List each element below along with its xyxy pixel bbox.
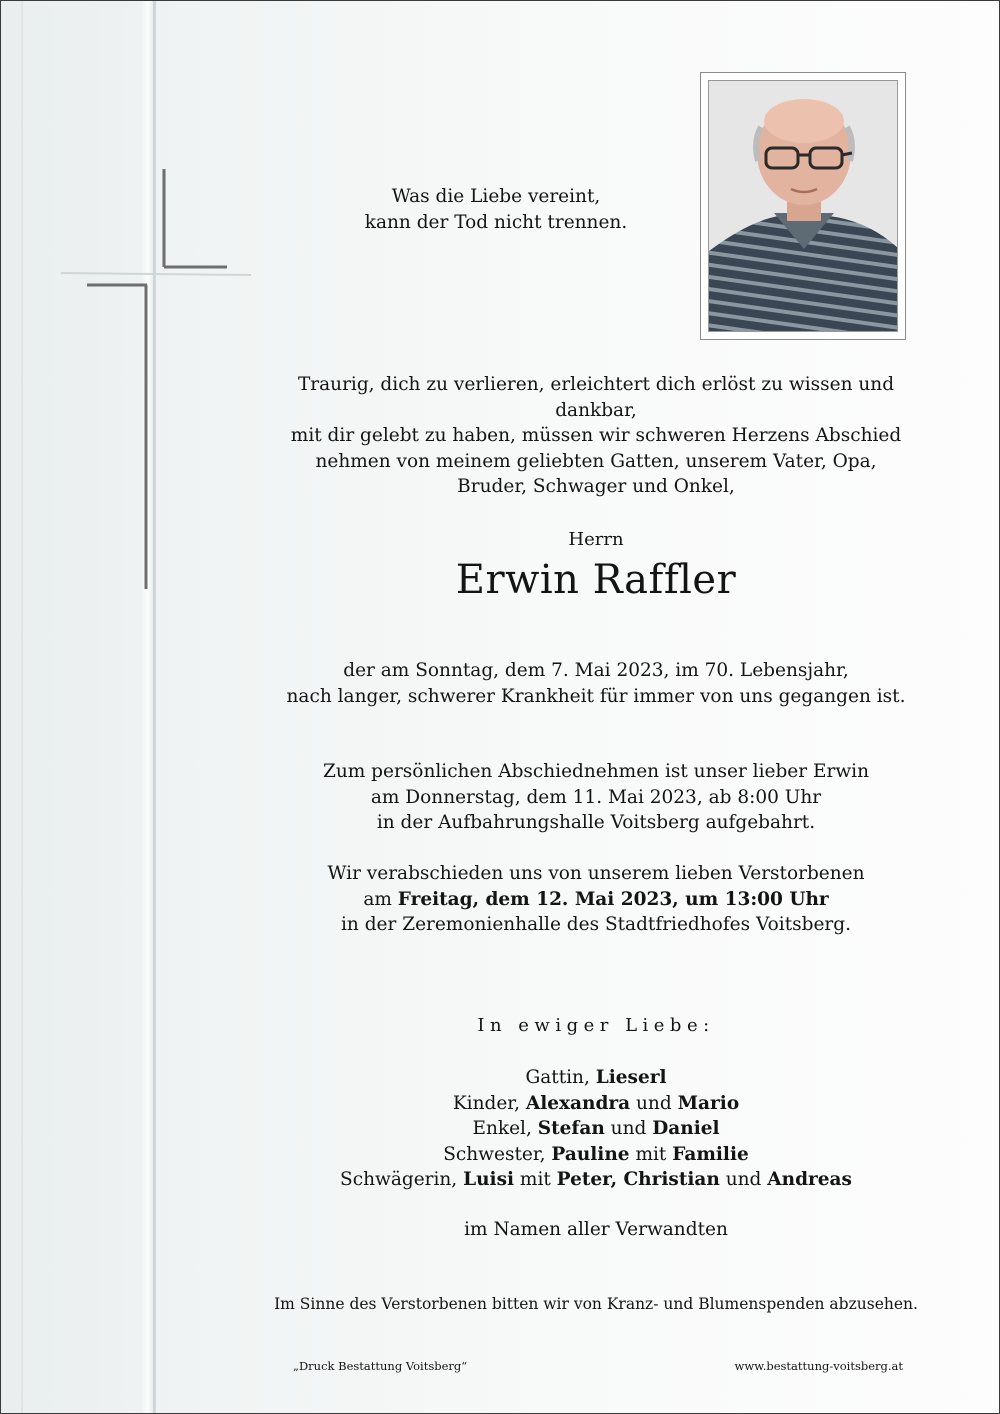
funeral-info bbox=[271, 861, 921, 938]
relation-label: Schwägerin, bbox=[340, 1169, 464, 1190]
relative-name: Andreas bbox=[767, 1169, 852, 1190]
relation-label: Schwester, bbox=[443, 1143, 552, 1165]
family-list bbox=[271, 1065, 921, 1193]
intro-line: mit dir gelebt zu haben, müssen wir schweren Herzens Abschied bbox=[290, 425, 902, 446]
quote-line: kann der Tod nicht trennen. bbox=[364, 211, 628, 233]
relation-label: Gattin, bbox=[525, 1067, 596, 1088]
relative-name: Mario bbox=[677, 1092, 740, 1114]
intro-line: nehmen von meinem geliebten Gatten, unserem Vater, Opa, bbox=[315, 450, 877, 472]
relative-name: Peter, Christian bbox=[556, 1169, 720, 1190]
portrait-photo bbox=[708, 80, 898, 332]
portrait-illustration bbox=[709, 81, 898, 332]
funeral-date: Freitag, dem 12. Mai 2023, um 13:00 Uhr bbox=[397, 888, 829, 910]
intro-text bbox=[271, 372, 921, 500]
funeral-line: in der Zeremonienhalle des Stadtfriedhofes Voitsberg. bbox=[340, 914, 851, 935]
flower-notice: Im Sinne des Verstorbenen bitten wir von Kranz- und Blumenspenden abzusehen. bbox=[274, 1295, 918, 1313]
connector: mit bbox=[629, 1143, 673, 1165]
love-heading: In ewiger Liebe: bbox=[477, 1015, 715, 1036]
death-line: der am Sonntag, dem 7. Mai 2023, im 70. Lebensjahr, bbox=[343, 660, 849, 681]
intro-line: Bruder, Schwager und Onkel, bbox=[457, 476, 735, 497]
relation-label: Kinder, bbox=[452, 1092, 526, 1114]
family-row bbox=[271, 1091, 921, 1117]
relative-name: Stefan bbox=[537, 1118, 605, 1139]
viewing-line: in der Aufbahrungshalle Voitsberg aufgebahrt. bbox=[376, 812, 816, 833]
family-row bbox=[271, 1065, 921, 1091]
relatives-line: im Namen aller Verwandten bbox=[464, 1219, 728, 1240]
relative-name: Daniel bbox=[652, 1118, 720, 1139]
quote bbox=[331, 184, 661, 235]
printer-credit: „Druck Bestattung Voitsberg“ bbox=[293, 1359, 468, 1373]
viewing-line: am Donnerstag, dem 11. Mai 2023, ab 8:00 Uhr bbox=[370, 786, 822, 808]
connector: mit bbox=[514, 1169, 557, 1190]
intro-line: Traurig, dich zu verlieren, erleichtert dich erlöst zu wissen und dankbar, bbox=[297, 374, 895, 421]
connector: und bbox=[719, 1169, 768, 1190]
deceased-name: Erwin Raffler bbox=[455, 557, 737, 603]
funeral-line: Wir verabschieden uns von unserem lieben Verstorbenen bbox=[327, 863, 865, 884]
death-notice bbox=[271, 658, 921, 709]
viewing-info bbox=[271, 759, 921, 836]
website-link[interactable]: www.bestattung-voitsberg.at bbox=[734, 1359, 903, 1373]
relative-name: Luisi bbox=[463, 1169, 515, 1190]
cross-icon bbox=[1, 1, 301, 621]
death-line: nach langer, schwerer Krankheit für immer von uns gegangen ist. bbox=[286, 685, 906, 707]
connector: und bbox=[604, 1118, 653, 1139]
connector: und bbox=[630, 1092, 678, 1114]
portrait-frame bbox=[700, 72, 906, 340]
relative-name: Alexandra bbox=[525, 1092, 631, 1114]
relation-label: Enkel, bbox=[472, 1118, 538, 1139]
salutation: Herrn bbox=[568, 529, 624, 550]
viewing-line: Zum persönlichen Abschiednehmen ist unser lieber Erwin bbox=[322, 761, 869, 782]
family-row bbox=[271, 1167, 921, 1193]
relative-name: Lieserl bbox=[595, 1067, 667, 1088]
relative-name: Pauline bbox=[551, 1143, 630, 1165]
relative-name: Familie bbox=[672, 1143, 749, 1165]
family-row bbox=[271, 1142, 921, 1168]
funeral-date-line bbox=[271, 887, 921, 913]
funeral-date-prefix: am bbox=[363, 888, 398, 910]
family-row bbox=[271, 1116, 921, 1142]
quote-line: Was die Liebe vereint, bbox=[391, 186, 601, 207]
